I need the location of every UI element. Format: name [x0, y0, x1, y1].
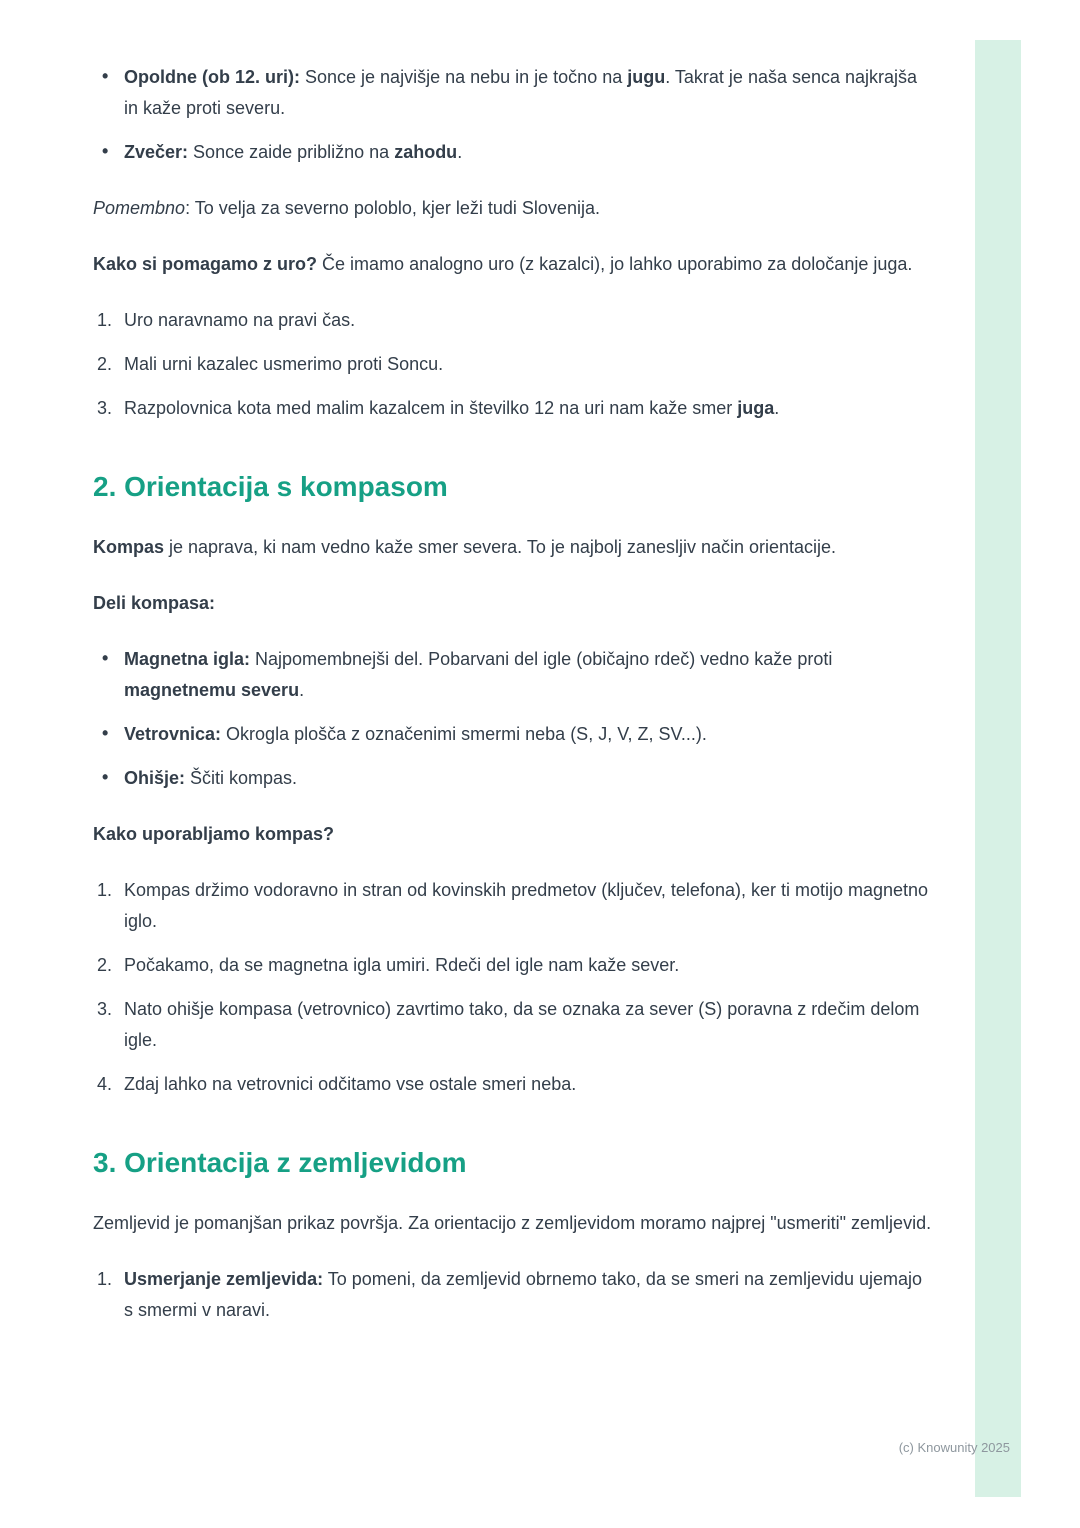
text-segment: To pomeni, da zemljevid obrnemo tako, da se smeri na zemljevidu ujemajo s smermi v naravi.: [124, 1269, 923, 1320]
text-segment: Če imamo analogno uro (z kazalci), jo lahko uporabimo za določanje juga.: [317, 254, 913, 274]
text-segment: Usmerjanje zemljevida:: [124, 1269, 324, 1289]
text-segment: juga: [737, 398, 775, 418]
numbered-item: [93, 349, 936, 380]
text-segment: .: [299, 680, 305, 700]
text-segment: Kompas: [93, 537, 165, 557]
item-number: 1.: [97, 1269, 113, 1289]
text-segment: : To velja za severno poloblo, kjer leži tudi Slovenija.: [185, 198, 600, 218]
list-item: [93, 644, 936, 706]
map-steps-list: [93, 1264, 936, 1326]
list-item: [93, 62, 936, 124]
item-number: 2.: [97, 354, 113, 374]
item-number: 1.: [97, 880, 113, 900]
note-paragraph: [93, 193, 936, 224]
text-segment: Ohišje:: [124, 768, 186, 788]
watch-steps-list: [93, 305, 936, 424]
watch-method-paragraph: [93, 249, 936, 280]
text-segment: Zdaj lahko na vetrovnici odčitamo vse ostale smeri neba.: [124, 1074, 577, 1094]
text-segment: .: [457, 142, 463, 162]
sun-position-list: [93, 62, 936, 168]
numbered-item: [93, 305, 936, 336]
item-number: 2.: [97, 955, 113, 975]
text-segment: magnetnemu severu: [124, 680, 300, 700]
list-item: [93, 719, 936, 750]
numbered-item: [93, 1069, 936, 1100]
copyright-footer: (c) Knowunity 2025: [898, 1440, 1010, 1455]
text-segment: .: [774, 398, 780, 418]
text-segment: Magnetna igla:: [124, 649, 251, 669]
text-segment: Okrogla plošča z označenimi smermi neba (S, J, V, Z, SV...).: [221, 724, 707, 744]
numbered-item: [93, 950, 936, 981]
text-segment: je naprava, ki nam vedno kaže smer severa. To je najbolj zanesljiv način orientacije.: [164, 537, 837, 557]
item-number: 1.: [97, 310, 113, 330]
document-content: [93, 40, 936, 1348]
text-segment: Mali urni kazalec usmerimo proti Soncu.: [124, 354, 444, 374]
section-heading-map: 3. Orientacija z zemljevidom: [93, 1147, 467, 1178]
numbered-item: [93, 1264, 936, 1326]
text-segment: Ščiti kompas.: [185, 768, 298, 788]
compass-intro-paragraph: [93, 532, 936, 563]
text-segment: Počakamo, da se magnetna igla umiri. Rdeči del igle nam kaže sever.: [124, 955, 680, 975]
text-segment: Uro naravnamo na pravi čas.: [124, 310, 356, 330]
numbered-item: [93, 393, 936, 424]
text-segment: Zvečer:: [124, 142, 189, 162]
compass-parts-label: Deli kompasa:: [93, 593, 216, 613]
text-segment: Sonce je najvišje na nebu in je točno na: [300, 67, 628, 87]
text-segment: Kako si pomagamo z uro?: [93, 254, 318, 274]
text-segment: Sonce zaide približno na: [188, 142, 395, 162]
list-item: [93, 763, 936, 794]
item-number: 3.: [97, 398, 113, 418]
text-segment: Pomembno: [93, 198, 186, 218]
text-segment: Razpolovnica kota med malim kazalcem in številko 12 na uri nam kaže smer: [124, 398, 738, 418]
page-accent-stripe: [975, 40, 1021, 1497]
text-segment: jugu: [627, 67, 666, 87]
item-number: 3.: [97, 999, 113, 1019]
numbered-item: [93, 875, 936, 937]
numbered-item: [93, 994, 936, 1056]
text-segment: Najpomembnejši del. Pobarvani del igle (običajno rdeč) vedno kaže proti: [250, 649, 833, 669]
item-number: 4.: [97, 1074, 113, 1094]
text-segment: Opoldne (ob 12. uri):: [124, 67, 300, 87]
text-segment: Nato ohišje kompasa (vetrovnico) zavrtimo tako, da se oznaka za sever (S) poravna z rdečim delom igle.: [124, 999, 920, 1050]
text-segment: . Takrat je naša senca najkrajša in kaže proti severu.: [124, 67, 918, 118]
text-segment: Vetrovnica:: [124, 724, 222, 744]
list-item: [93, 137, 936, 168]
compass-steps-list: [93, 875, 936, 1100]
text-segment: Kompas držimo vodoravno in stran od kovinskih predmetov (ključev, telefona), ker ti motijo magnetno iglo.: [124, 880, 929, 931]
map-intro-paragraph: Zemljevid je pomanjšan prikaz površja. Za orientacijo z zemljevidom moramo najprej "usmeriti" zemljevid.: [93, 1213, 932, 1233]
section-heading-compass: 2. Orientacija s kompasom: [93, 471, 448, 502]
text-segment: zahodu: [394, 142, 458, 162]
compass-parts-list: [93, 644, 936, 794]
compass-usage-label: Kako uporabljamo kompas?: [93, 824, 335, 844]
